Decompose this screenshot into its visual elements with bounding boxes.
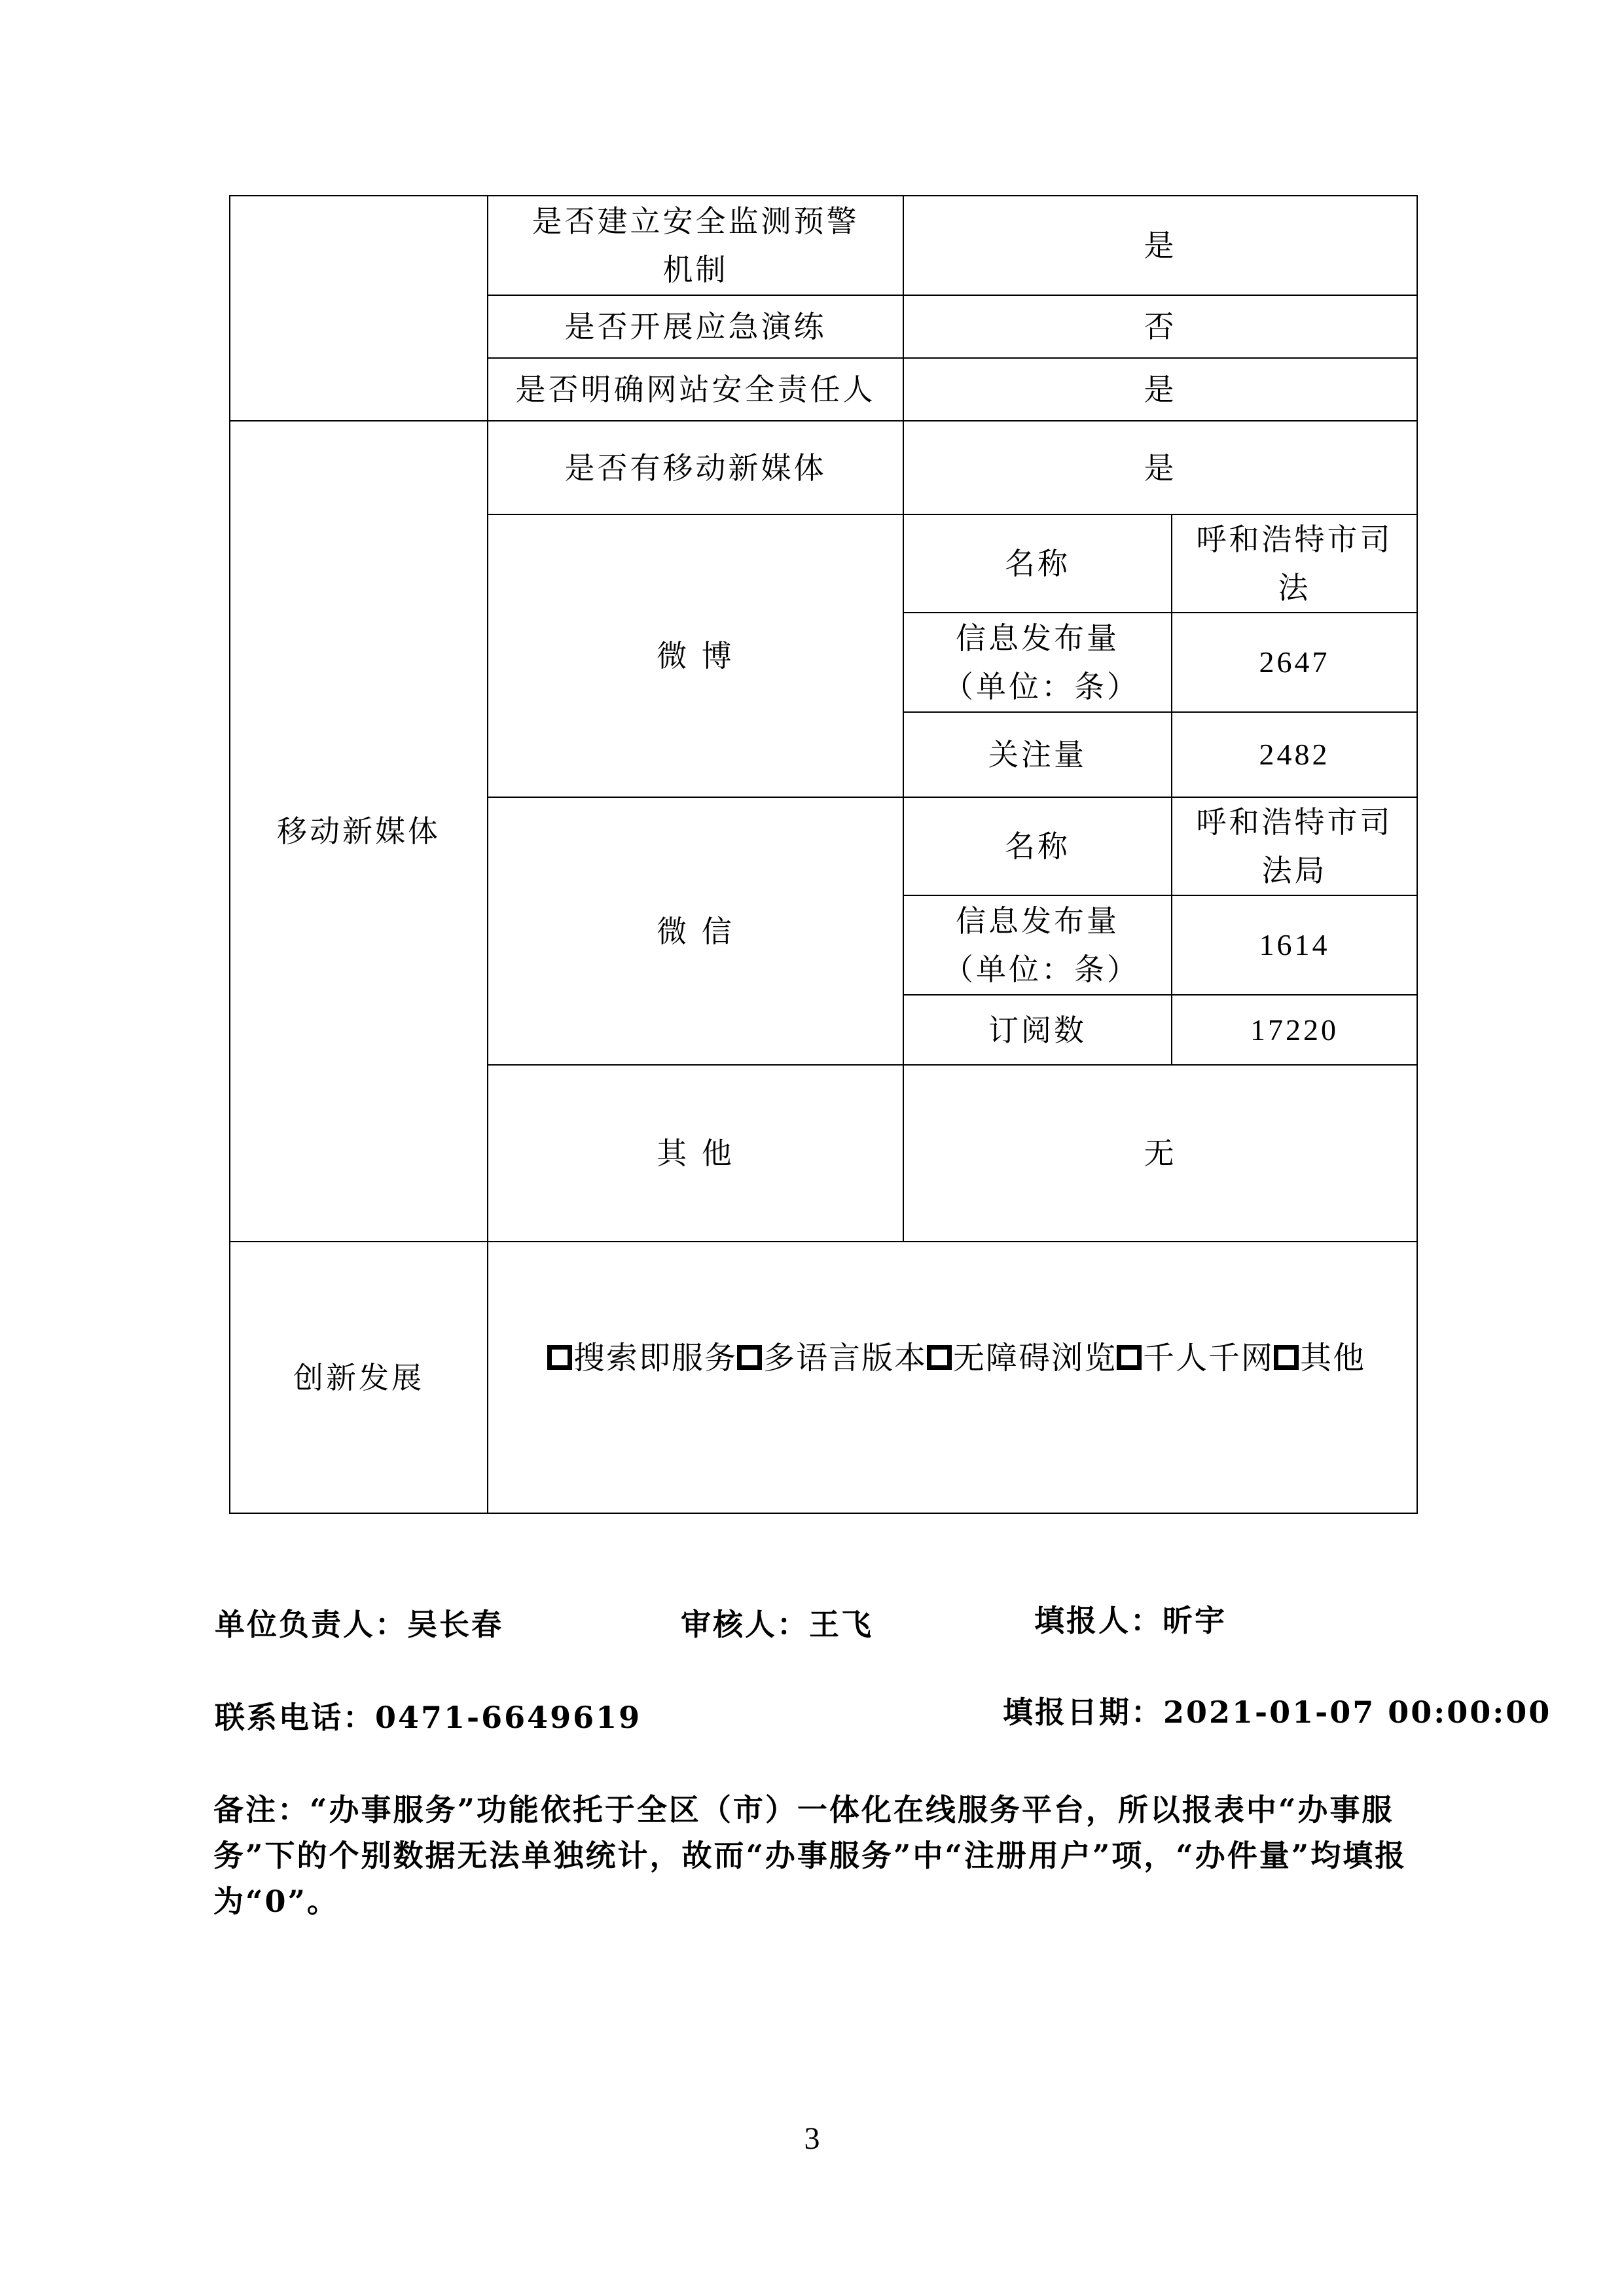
page-number: 3 [804,2121,820,2156]
wechat-posts-label: 信息发布量（单位：条） [903,895,1172,995]
remark-paragraph: 备注：“办事服务”功能依托于全区（市）一体化在线服务平台，所以报表中“办事服务”下的个别数据无法单独统计，故而“办事服务”中“注册用户”项，“办件量”均填报为“0”。 [213,1792,1407,1919]
fill-date-value: 2021-01-07 00:00:00 [1163,1695,1552,1730]
unit-head: 单位负责人：吴长春 [215,1607,503,1642]
security-label: 是否建立安全监测预警机制 [488,196,903,295]
filler-name: 昕宇 [1163,1603,1227,1638]
weibo-followers-label: 关注量 [903,712,1172,797]
weibo-name-label: 名称 [903,514,1172,613]
phone: 联系电话：0471-6649619 [215,1700,642,1735]
innovation-option[interactable]: 千人千网 [1117,1340,1274,1376]
other-label: 其 他 [488,1065,903,1242]
checkbox-icon[interactable] [927,1345,952,1370]
weibo-name-value: 呼和浩特市司法 [1172,514,1417,613]
wechat-label: 微 信 [488,797,903,1065]
checkbox-icon[interactable] [1274,1345,1299,1370]
reviewer: 审核人：王飞 [681,1607,873,1642]
wechat-name-value: 呼和浩特市司法局 [1172,797,1417,895]
security-label: 是否开展应急演练 [488,295,903,358]
wechat-name-label: 名称 [903,797,1172,895]
wechat-posts-value: 1614 [1172,895,1417,995]
checkbox-icon[interactable] [737,1345,762,1370]
security-value: 否 [903,295,1417,358]
weibo-posts-value: 2647 [1172,613,1417,712]
security-section-cell [230,196,488,421]
innovation-option[interactable]: 搜索即服务 [547,1340,737,1376]
table-row [230,196,1417,295]
innovation-option[interactable]: 多语言版本 [737,1340,927,1376]
security-value: 是 [903,196,1417,295]
innovation-options [488,1242,1417,1513]
weibo-posts-label: 信息发布量（单位：条） [903,613,1172,712]
filler: 填报人：昕宇 [1034,1603,1227,1638]
checkbox-icon[interactable] [547,1345,572,1370]
has-media-label: 是否有移动新媒体 [488,421,903,514]
innovation-option[interactable]: 其他 [1274,1340,1365,1376]
security-value: 是 [903,358,1417,421]
report-table [229,195,1418,1514]
innovation-label: 创新发展 [230,1242,488,1513]
security-label: 是否明确网站安全责任人 [488,358,903,421]
mobile-section-label: 移动新媒体 [230,421,488,1242]
reviewer-name: 王飞 [809,1607,873,1642]
phone-number: 0471-6649619 [375,1700,642,1735]
weibo-followers-value: 2482 [1172,712,1417,797]
wechat-subscribers-value: 17220 [1172,995,1417,1065]
table-row [230,421,1417,514]
table-row [230,1242,1417,1513]
innovation-option[interactable]: 无障碍浏览 [927,1340,1117,1376]
has-media-value: 是 [903,421,1417,514]
weibo-label: 微 博 [488,514,903,797]
unit-head-name: 吴长春 [407,1607,503,1642]
wechat-subscribers-label: 订阅数 [903,995,1172,1065]
other-value: 无 [903,1065,1417,1242]
checkbox-icon[interactable] [1117,1345,1142,1370]
fill-date: 填报日期：2021-01-07 00:00:00 [1003,1695,1552,1730]
